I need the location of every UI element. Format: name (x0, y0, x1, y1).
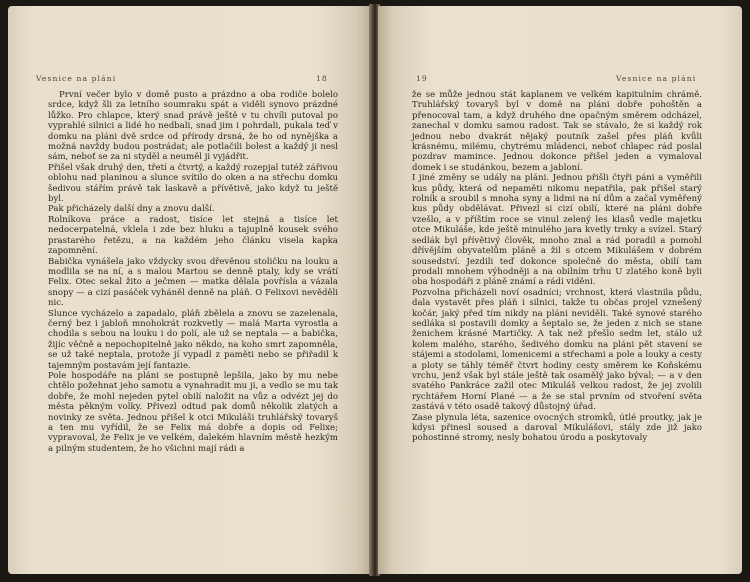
left-running-title: Vesnice na pláni (36, 74, 117, 83)
left-page-text (48, 90, 338, 454)
right-page (378, 6, 742, 574)
paragraph: že se může jednou stát kaplanem ve velkém kapitulním chrámě. Truhlářský tovaryš byl v domě na pláni dobře pohoštěn a přenocoval tam, a když druhého dne opačným směrem odcházel, zanechal v domku samou radost. Tak se stávalo, že si každý rok jednou nebo dvakrát nějaký poutník zašel přes pláň kvůli krásnému, milému, chytrému mládenci, neboť chlapec rád poslal pozdrav mamince. Jednou dokonce přišel jeden a vymaloval domek i se studánkou, bezem a jabloní. (412, 90, 702, 173)
paragraph: První večer bylo v domě pusto a prázdno a oba rodiče bolelo srdce, když šli za letního soumraku spát a viděli synovo prázdné lůžko. Pro chlapce, který snad právě ještě v tu chvíli putoval po vyprahlé silnici a lidé ho nedbali, snad jim i pohrdali, pukala teď v domku na pláni dvě srdce od přírody drsná, že ho od nynějška a možná navždy budou postrádat; ale potlačili bolest a každý ji nesl sám, neboť se za ni styděl a neuměl ji vyjádřit. (48, 90, 338, 163)
paragraph: Pole hospodáře na pláni se postupně lepšila, jako by mu nebe chtělo požehnat jeho samotu a vynahradit mu ji, a vedlo se mu tak dobře, že mohl nejeden pytel obilí naložit na vůz a odvézt jej do města pěkným volky. Přivezl odtud pak domů několik zlatých a novinky ze světa. Jednou přišel k otci Mikuláši truhlářský tovaryš a ten mu vyřídil, že se Felix má dobře a dopis od Felixe; vypravoval, že Felix je ve velkém, dalekém hlavním městě hezkým a pilným studentem, že ho všichni mají rádi a (48, 370, 338, 454)
paragraph: Pozvolna přicházeli noví osadníci; vrchnost, která vlastnila půdu, dala vystavět přes pláň i silnici, takže tu občas projel vznešený kočár, jaký před tím nikdy na pláni neviděli. Také synové starého sedláka si postavili domky a šeptalo se, že jeden z nich se stane ženichem krásné Martičky. A tak než přešlo sedm let, stálo už kolem malého, starého, šedivého domku na pláni pět stavení se stájemi a stodolami, lomenicemi a střechami a pole a louky a cesty a ploty se táhly téměř čtvrt hodiny cesty směrem ke Koňskému vrchu, jenž však byl stále ještě tak osamělý jako býval; — a v den svatého Pankráce zažil otec Mikuláš velkou radost, že jej zvolili rychtářem Horní Plané — a že se stal prvním od stvoření světa zastává v této osadě takový důstojný úřad. (412, 287, 702, 413)
paragraph: Zase plynula léta, sazenice ovocných stromků, útlé proutky, jak je kdysi přinesl soused a daroval Mikulášovi, stály zde již jako pohostinné stromy, nesly bohatou úrodu a poskytovaly (412, 412, 702, 444)
right-running-title: Vesnice na pláni (616, 74, 697, 83)
paragraph: I jiné změny se udály na pláni. Jednou přišli čtyři páni a vyměřili kus půdy, která od nepaměti nikomu nepatřila, pak přišel starý rolník a sroubil s mnoha syny a lidmi na ní dům a začal vyměřený kus půdy obdělávat. Přivezl si cizí obilí, které na pláni dobře vzešlo, a v příštím roce se vinul zelený les klasů vedle majetku otce Mikuláše, kde ještě minulého jara kvetly trnky a svízel. Starý sedlák byl přívětivý člověk, mnoho znal a rád poradil a pomohl dřívějším obyvatelům pláně a žil s otcem Mikulášem v dobrém sousedství. Jezdili teď dokonce společně do města, obilí tam prodali mnohem výhodněji a na obilním trhu U zlatého koně byli oba hospodáři z pláně známí a rádi viděni. (412, 173, 702, 288)
paragraph: Slunce vycházelo a zapadalo, pláň zbělela a znovu se zazelenala, černý bez i jabloň mnohokrát rozkvetly — malá Marta vyrostla a chodila s sebou na louku i do polí, ale už se neptala — a babička, žijíc věčně a nepochopitelně jako někdo, na koho smrt zapomněla, se už také neptala, protože jí vypadl z paměti nebo se přiřadil k tajemným postavám její fantazie. (48, 308, 338, 371)
paragraph: Rolníkova práce a radost, tisíce let stejná a tisíce let nedocerpatelná, vklela i zde bez hluku a tajuplně kousek svého prastarého řetězu, a na každém jeho článku visela kapka zapomnění. (48, 214, 338, 257)
left-page (8, 6, 371, 574)
paragraph: Pak přicházely další dny a znovu další. (48, 204, 215, 215)
right-page-number: 19 (416, 74, 428, 83)
paragraph: Přišel však druhý den, třetí a čtvrtý, a každý rozepjal tutéž zářivou oblohu nad planinou a slunce svítilo do oken a na střechu domku šedivou stářím právě tak laskavě a přívětivě, jako když tu ještě byl. (48, 162, 338, 205)
paragraph: Babička vynášela jako vždycky svou dřevěnou stoličku na louku a modlila se na ní, a s malou Martou se denně ptaly, kdy se vrátí Felix. Otec sekal žito a ječmen — matka dělala povřísla a vázala snopy — a cizí pasáček vyháněl denně na pláň. O Felixovi nevěděli nic. (48, 256, 338, 309)
right-page-text (412, 90, 702, 444)
left-page-number: 18 (316, 74, 328, 83)
